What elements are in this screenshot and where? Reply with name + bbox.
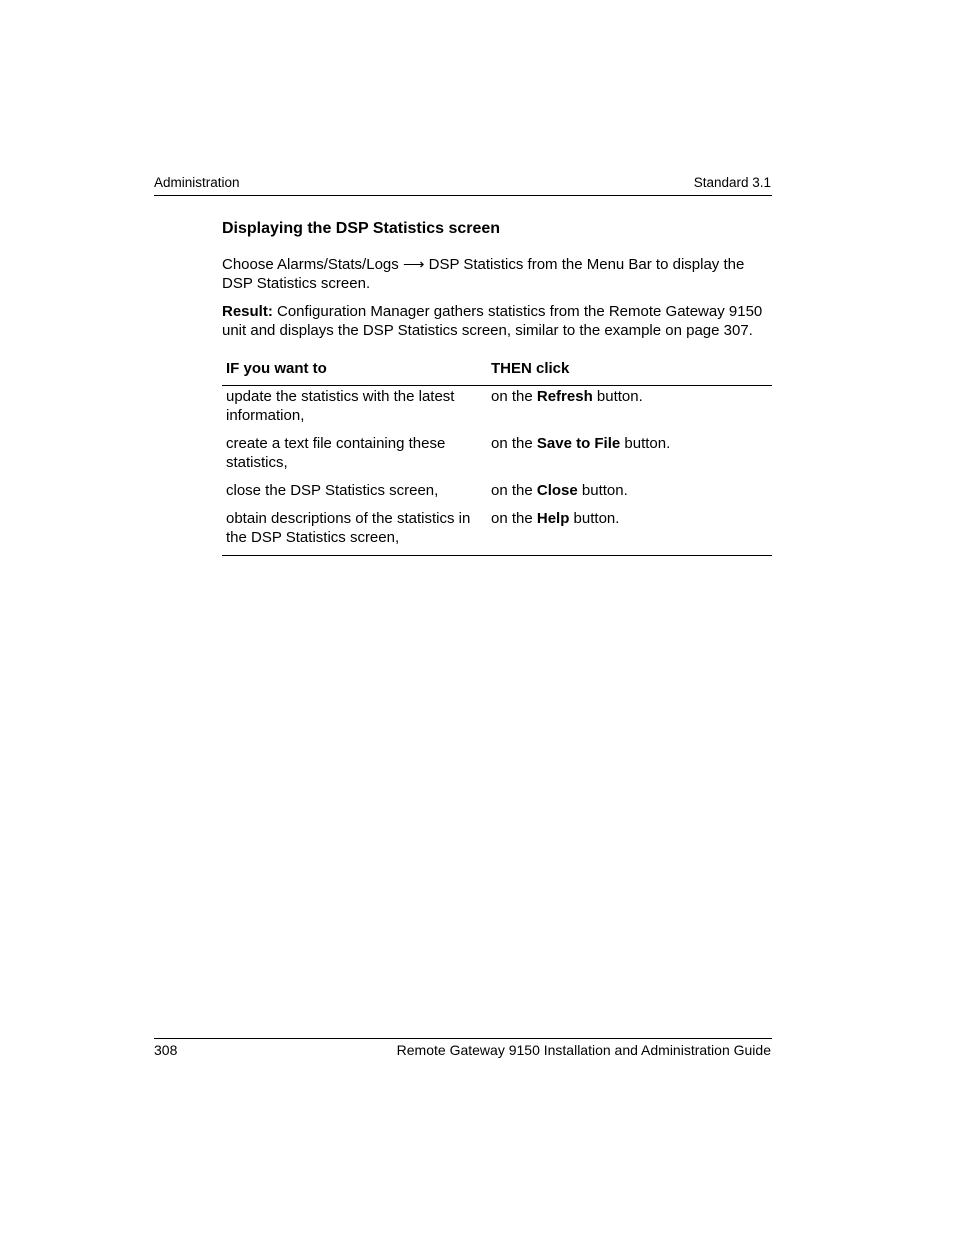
intro-text-after: DSP Statistics from the Menu Bar to display the DSP Statistics screen. xyxy=(222,256,745,292)
header-section: Administration xyxy=(154,175,240,190)
result-text: Configuration Manager gathers statistics from the Remote Gateway 9150 unit and displays the DSP Statistics screen, similar to the example on page 307. xyxy=(222,303,763,339)
if-cell: close the DSP Statistics screen, xyxy=(226,482,439,499)
running-header xyxy=(154,174,772,196)
table-row xyxy=(222,507,772,556)
column-header-if: IF you want to xyxy=(222,356,487,386)
section-title: Displaying the DSP Statistics screen xyxy=(222,220,501,237)
then-prefix: on the xyxy=(491,510,537,527)
if-cell: obtain descriptions of the statistics in the DSP Statistics screen, xyxy=(222,507,487,556)
button-name-save-to-file: Save to File xyxy=(536,435,621,452)
then-suffix: button. xyxy=(620,435,671,452)
if-cell: create a text file containing these statistics, xyxy=(226,435,446,471)
if-cell: update the statistics with the latest information, xyxy=(226,388,455,424)
then-prefix: on the xyxy=(491,435,537,452)
page-number: 308 xyxy=(154,1042,178,1058)
then-suffix: button. xyxy=(592,388,643,405)
arrow-icon: ⟶ xyxy=(402,256,425,273)
table-row xyxy=(222,432,772,479)
intro-paragraph xyxy=(222,255,772,293)
running-footer xyxy=(154,1038,772,1058)
if-then-table xyxy=(222,356,772,556)
table-header-row xyxy=(222,356,772,386)
then-cell xyxy=(487,479,772,507)
then-prefix: on the xyxy=(491,388,537,405)
table-row xyxy=(222,479,772,507)
button-name-close: Close xyxy=(536,482,578,499)
button-name-refresh: Refresh xyxy=(536,388,593,405)
then-prefix: on the xyxy=(491,482,537,499)
then-suffix: button. xyxy=(577,482,628,499)
intro-text-before: Choose Alarms/Stats/Logs xyxy=(222,256,403,273)
button-name-help: Help xyxy=(536,510,570,527)
guide-title: Remote Gateway 9150 Installation and Administration Guide xyxy=(396,1042,771,1058)
page-content xyxy=(222,218,772,556)
then-cell xyxy=(487,432,772,479)
table-row xyxy=(222,386,772,433)
result-paragraph xyxy=(222,302,772,340)
column-header-then: THEN click xyxy=(487,356,772,386)
then-suffix: button. xyxy=(569,510,620,527)
then-cell xyxy=(487,386,772,433)
header-version: Standard 3.1 xyxy=(693,175,771,190)
result-label: Result: xyxy=(222,303,273,320)
then-cell xyxy=(487,507,772,556)
